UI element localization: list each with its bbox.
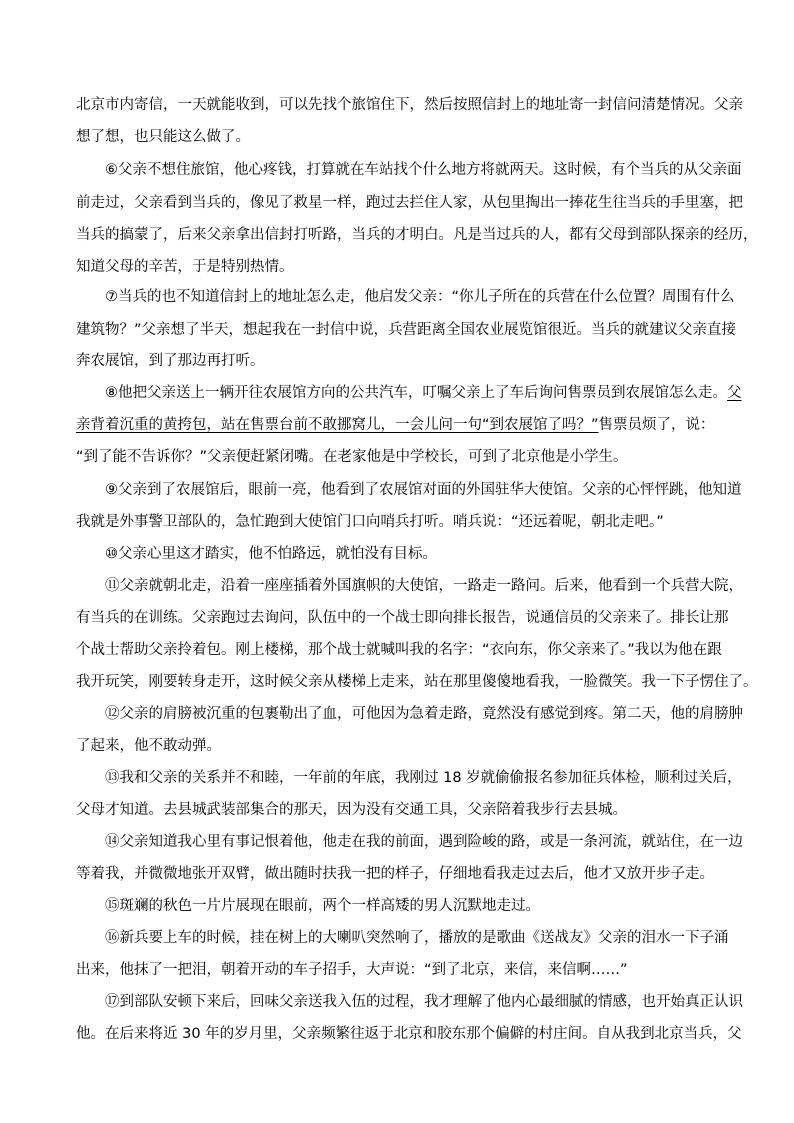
text-line: 等着我，并微微地张开双臂，做出随时扶我一把的样子，仔细地看我走过去后，他才又放开步子走。	[76, 866, 714, 882]
text-line: 北京市内寄信，一天就能收到，可以先找个旅馆住下，然后按照信封上的地址寄一封信问清楚情况。父亲	[76, 97, 743, 113]
text-line: 父母才知道。去县城武装部集合的那天，因为没有交通工具，父亲陪着我步行去县城。	[76, 802, 627, 818]
paragraph-10-line: ⑩父亲心里这才踏实，他不怕路远，就怕没有目标。	[105, 546, 437, 562]
text-line: 我就是外事警卫部队的，急忙跑到大使馆门口向哨兵打听。哨兵说：“还远着呢，朝北走吧。”	[76, 514, 664, 530]
text-line: 他。在后来将近 30 年的岁月里，父亲频繁往返于北京和胶东那个偏僻的村庄间。自从我到北京当兵，父	[76, 1026, 742, 1042]
text-span: ⑧他把父亲送上一辆开往农展馆方向的公共汽车，叮嘱父亲上了车后询问售票员到农展馆怎么走。	[105, 385, 727, 401]
paragraph-6-line: ⑥父亲不想住旅馆，他心疼钱，打算就在车站找个什么地方将就两天。这时候，有个当兵的从父亲面	[105, 162, 742, 178]
paragraph-15-line: ⑮斑斓的秋色一片片展现在眼前，两个一样高矮的男人沉默地走过。	[105, 898, 540, 914]
text-line: 出来，他抹了一把泪，朝着开动的车子招手，大声说：“到了北京，来信，来信啊……”	[76, 962, 628, 978]
text-line: 有当兵的在训练。父亲跑过去询问，队伍中的一个战士即向排长报告，说通信员的父亲来了。排长让那	[76, 610, 729, 626]
underlined-text: 亲背着沉重的黄挎包，站在售票台前不敢挪窝儿，一会儿问一句“到农展馆了吗？”	[76, 417, 599, 433]
paragraph-8-line	[76, 383, 742, 403]
text-line: 我开玩笑，刚要转身走开，这时候父亲从楼梯上走来，站在那里傻傻地看我，一脸微笑。我一下子愣住了。	[76, 674, 758, 690]
text-line: 前走过，父亲看到当兵的，像见了救星一样，跑过去拦住人家，从包里掏出一捧花生往当兵的手里塞，把	[76, 195, 743, 211]
underlined-text: 父	[727, 385, 742, 401]
text-span: 售票员烦了，说：	[598, 417, 715, 433]
text-line: 知道父母的辛苦，于是特别热情。	[76, 259, 294, 275]
paragraph-9-line: ⑨父亲到了农展馆后，眼前一亮，他看到了农展馆对面的外国驻华大使馆。父亲的心怦怦跳，他知道	[105, 482, 742, 498]
text-line: 想了想，也只能这么做了。	[76, 129, 250, 145]
paragraph-11-line: ⑪父亲就朝北走，沿着一座座插着外国旗帜的大使馆，一路走一路问。后来，他看到一个兵营大院，	[105, 578, 743, 594]
text-line: 个战士帮助父亲拎着包。刚上楼梯，那个战士就喊叫我的名字：“衣向东，你父亲来了。”我以为他在跟	[76, 642, 722, 658]
paragraph-12-line: ⑫父亲的肩膀被沉重的包裹勒出了血，可他因为急着走路，竟然没有感觉到疼。第二天，他的肩膀肿	[105, 706, 743, 722]
text-line: 了起来，他不敢动弹。	[76, 738, 221, 754]
text-line	[76, 415, 715, 435]
text-line: 当兵的搞蒙了，后来父亲拿出信封打听路，当兵的才明白。凡是当过兵的人，都有父母到部队探亲的经历，	[76, 227, 758, 243]
text-line: “到了能不告诉你？”父亲便赶紧闭嘴。在老家他是中学校长，可到了北京他是小学生。	[76, 449, 628, 465]
text-line: 奔农展馆，到了那边再打听。	[76, 353, 265, 369]
paragraph-13-line: ⑬我和父亲的关系并不和睦，一年前的年底，我刚过 18 岁就偷偷报名参加征兵体检，顺利过关后，	[105, 770, 742, 786]
paragraph-7-line: ⑦当兵的也不知道信封上的地址怎么走，他启发父亲：“你儿子所在的兵营在什么位置？周围有什么	[105, 289, 735, 305]
paragraph-14-line: ⑭父亲知道我心里有事记恨着他，他走在我的前面，遇到险峻的路，或是一条河流，就站住，在一边	[105, 834, 743, 850]
text-line: 建筑物？”父亲想了半天，想起我在一封信中说，兵营距离全国农业展览馆很近。当兵的就建议父亲直接	[76, 322, 737, 338]
paragraph-17-line: ⑰到部队安顿下来后，回味父亲送我入伍的过程，我才理解了他内心最细腻的情感，也开始真正认识	[105, 994, 743, 1010]
paragraph-16-line: ⑯新兵要上车的时候，挂在树上的大喇叭突然响了，播放的是歌曲《送战友》父亲的泪水一下子涌	[105, 930, 729, 946]
